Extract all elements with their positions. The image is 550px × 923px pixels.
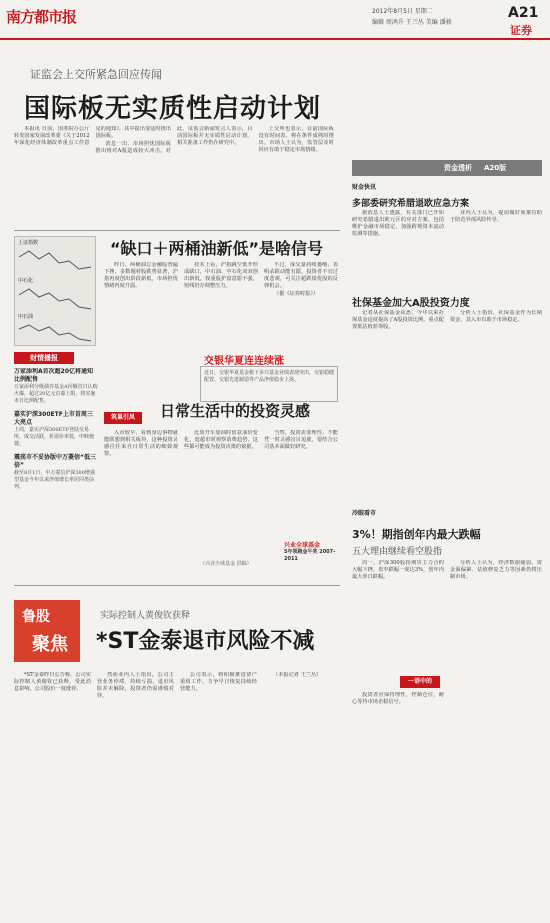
weibo-item [14,411,98,448]
feature-body [104,262,338,348]
bottom-paragraph: 公司表示，将积极推进资产重组工作，力争早日恢复持续经营能力。 [180,672,257,693]
weibo-item-title: 震荡市不妥协版中万菱信“低三倍” [14,454,96,469]
lead-paragraph: 上交所也表示，目前国际板没有时间表，将在条件成熟时推出。市场人士认为，监管层及时回应有助于稳定市场情绪。 [258,126,334,154]
left-divider [14,230,340,231]
section-name: 证券 [510,24,532,37]
right-headline-2: 社保基金加大A股投资力度 [352,298,470,309]
chart-line [19,325,91,341]
right-band-sub: A20版 [484,164,507,172]
lead-paragraph: 消息一出，市场担忧国际板推出将对A股造成较大冲击。对此，证监会新闻发言人表示，目前国际板并无实质性启动计划，相关准备工作仍在研究中。 [95,126,253,155]
interview-paragraph: 投资者应保持理性，控制仓位，耐心等待市场企稳信号。 [352,692,444,706]
editor-credits: 编辑 周鸿升 王兰丛 美编 潘骏 [372,19,452,26]
feature-paragraph: 昨日，两桶油总金融股普遍下挫，多数题材股跌势显著，沪指再度创出阶段新低，市场担忧情绪再度升温。 [104,262,178,290]
bottom-paragraph: *ST金泰昨日公告称，公司实际控制人黄俊钦已获释。受此消息影响，公司股价一度涨停。 [14,672,91,693]
right-paragraph: 业内人士认为，提前做好预案有助于防范外部风险传导。 [450,210,542,224]
quote-box [200,366,338,402]
middle-tag: 筑巢引凤 [104,412,142,424]
lu-stock-tag-top: 鲁股 [22,609,50,625]
weibo-item [14,368,98,405]
masthead-rule [0,38,550,40]
middle-body [104,430,338,538]
bottom-body [14,672,340,904]
fund-ad-name: 兴业全球基金 [284,542,321,549]
right-body-2 [352,310,542,482]
right-body-1 [352,210,542,288]
right-band [352,160,542,176]
lu-stock-tag [14,600,80,662]
weibo-bar: 财情播报 [14,352,74,364]
weibo-item-text: 万家添利分级债券基金A份额首日认购火爆，超过20亿元首募上限，将实施末日比例配售。 [14,384,98,404]
right-paragraph: 据消息人士透露，有关部门已开始研究希腊退出欧元区的应对方案，包括维护金融市场稳定、加强跨境资本流动监测等措施。 [352,210,444,238]
right-paragraph: 分析人士认为，经济数据疲弱、资金面偏紧、估值修复乏力等因素仍将压制市场。 [450,560,542,581]
middle-headline: 日常生活中的投资灵感 [160,402,311,420]
section-quick-news: 财金快讯 [352,184,377,191]
weibo-item-text: 上周，嘉实沪深300ETF登陆交易所，成交活跃，折溢价率低，申赎便捷。 [14,427,95,447]
quote-headline: 交银华夏连连续涨 [204,356,284,367]
page-number: A21 [508,5,539,21]
bottom-kicker: 实际控制人黄俊钦获释 [100,611,191,621]
masthead [0,0,550,40]
chart-line [19,251,91,269]
middle-paragraph: 入市较早，看到身边事物就能联想到相关板块，这种投资灵感往往来自日常生活的细致观察。 [104,430,178,458]
weibo-list [14,368,98,570]
right-paragraph: 记者从社保基金获悉，今年以来社保基金适度提高了A股投资比例，重点配置低估值蓝筹股。 [352,310,444,331]
lu-stock-tag-bottom: 聚焦 [32,634,68,655]
weibo-item [14,454,98,491]
middle-paragraph: 当然，投资需要理性，不能凭一时灵感盲目追涨，要结合公司基本面做好研究。 [264,430,338,451]
stock-chart-panel [14,236,96,346]
right-headline-1: 多部委研究希腊退欧应急方案 [352,199,470,209]
section-market-watch: 冷眼看市 [352,510,377,517]
right-paragraph: 周一，沪深300股指期货主力合约大幅下挫，盘中跌幅一度达3%，创年内最大单日跌幅。 [352,560,444,581]
fund-ad-slogan: 5年领跑金牛奖 2007-2011 [284,549,336,562]
weibo-item-title: 嘉实沪深300ETF上市首周三大亮点 [14,411,93,426]
chart-sketch [15,237,95,345]
lead-byline: 本报讯 日前，国务院办公厅转发国家发展改革委《关于2012年深化经济体制改革重点工作意见的通知》，其中提出要适时推出国际板。 [14,126,171,147]
bottom-headline: *ST金泰退市风险不减 [96,629,315,654]
weibo-item-text: 截至8月1日，中万菱信沪深300增强型基金今年以来净值增长率居同类前列。 [14,470,95,490]
weibo-item-title: 万家添利A首次超20亿将通知比例配售 [14,368,93,383]
right-paragraph: 分析人士指出，社保基金作为长期资金，其入市有助于市场稳定。 [450,310,542,324]
middle-paragraph: 比如开车加油时留意油价变化，逛超市时观察消费趋势，这些都可能成为投资决策的依据。 [184,430,258,451]
lead-kicker: 证监会上交所紧急回应传闻 [30,68,162,81]
chart-label: 中石油 [18,314,34,320]
fund-ad-note: （兴业全球基金 供稿） [200,561,252,567]
right-body-3 [352,560,542,670]
lead-headline: 国际板无实质性启动计划 [24,94,322,124]
interview-body [352,692,542,892]
quote-text: 近日，交银华夏基金旗下多只基金业绩表现突出，交银稳健配置、交银先进制造等产品净值稳步上扬。 [204,370,335,383]
feature-source: （据《证券时报》） [274,291,319,298]
right-headline-3: 3%！期指创年内最大跌幅 [352,528,481,541]
feature-paragraph: 不过，成交量持续萎缩，表明杀跌动能有限，投资者不宜过度悲观，可关注超跌绩优股的反弹机会。 [264,262,338,290]
newspaper-logo: 南方都市报 [6,8,77,26]
feature-paragraph: 技术上看，沪指跳空低开形成缺口，中石油、中石化双双创出新低，权重股护盘意愿不强，短线仍存调整压力。 [184,262,258,290]
bottom-paragraph: 然而业内人士指出，公司主营业务停滞、持续亏损，退市风险并未解除，投资者仍需谨慎对待。 [97,672,174,700]
right-subhead-3: 五大理由继续看空股指 [352,547,443,557]
chart-label: 中石化 [18,278,34,284]
issue-date: 2012年8月5日 星期二 [372,8,433,15]
feature-headline: “缺口＋两桶油新低”是啥信号 [110,239,324,258]
interview-tag: 一语中的 [400,676,440,688]
chart-label: 上证指数 [18,240,39,246]
lead-body [14,126,334,222]
right-band-title: 资金透析 [444,164,472,172]
bottom-divider [14,585,340,586]
chart-line [19,289,91,309]
bottom-byline: （本报记者 王兰丛） [273,672,322,678]
fund-ad [284,540,338,570]
